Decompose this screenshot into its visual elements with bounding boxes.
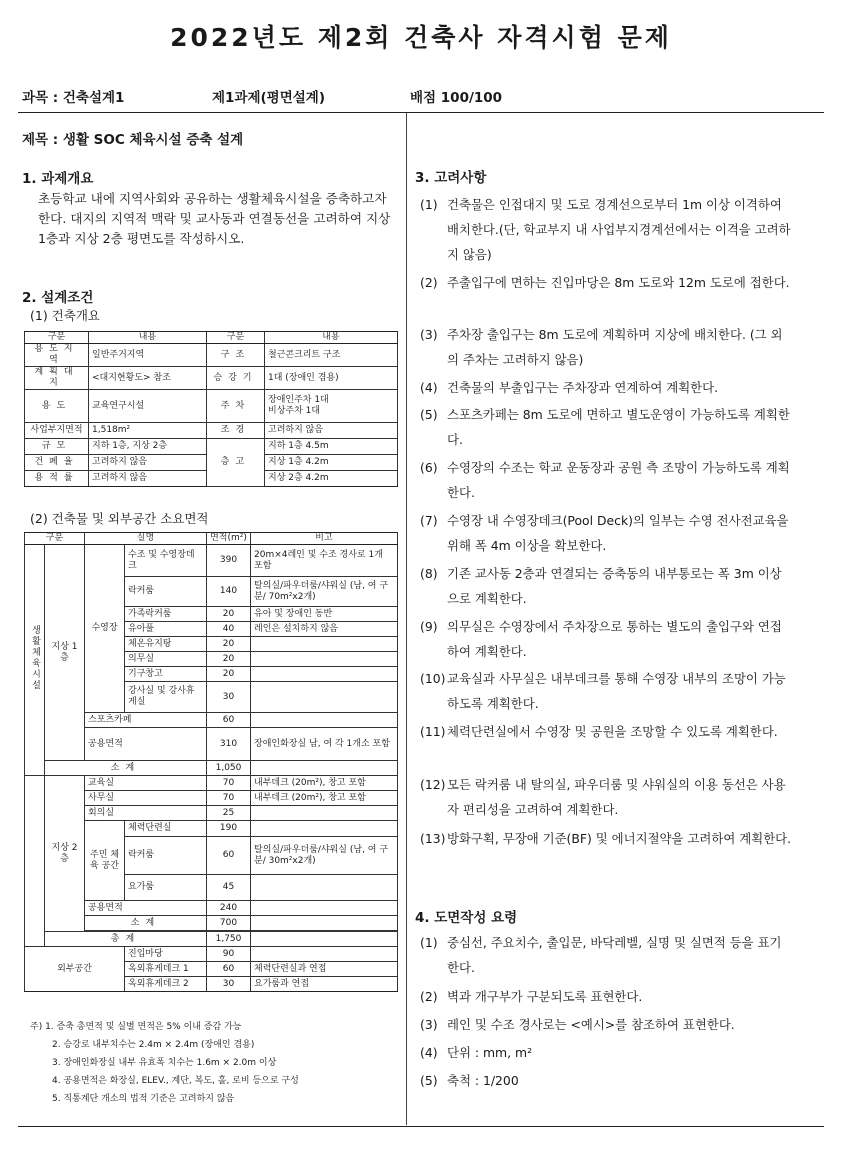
consideration-4	[420, 375, 792, 400]
consideration-1	[420, 192, 792, 267]
table-cell	[251, 806, 398, 821]
table-row	[25, 439, 398, 455]
item-text: 중심선, 주요치수, 출입문, 바닥레벨, 실명 및 실면적 등을 표기한다.	[447, 935, 782, 975]
floor-label: 지상 2층	[51, 842, 78, 864]
table-cell: 옥외휴게데크 2	[125, 977, 207, 992]
item-number: (3)	[420, 1017, 438, 1032]
group-label: 생활체육시설	[30, 625, 40, 691]
group-cell	[25, 545, 45, 776]
item-text: 수영장 내 수영장데크(Pool Deck)의 일부는 수영 전사전교육을 위해 폭 4m 이상을 확보한다.	[447, 513, 789, 553]
section-1-heading: 1. 과제개요	[22, 171, 94, 187]
table-row	[25, 423, 398, 439]
table-row	[25, 367, 398, 390]
table-cell: 소계	[45, 761, 207, 776]
drawing-rule-1	[420, 930, 792, 980]
subtotal-row	[25, 761, 398, 776]
table-cell: 층고	[207, 439, 265, 487]
consideration-10	[420, 666, 792, 716]
table-cell: 주차	[207, 390, 265, 423]
floor-cell	[45, 776, 85, 932]
consideration-8	[420, 561, 792, 611]
table-cell: 지상 2층 4.2m	[265, 471, 398, 487]
section-4-heading: 4. 도면작성 요령	[415, 910, 518, 926]
table-cell: 가족락커룸	[125, 607, 207, 622]
table-cell: 진입마당	[125, 947, 207, 962]
item-text: 기존 교사동 2층과 연결되는 증축동의 내부통로는 폭 3m 이상으로 계획한다.	[447, 566, 782, 606]
item-text: 주출입구에 면하는 진입마당은 8m 도로와 12m 도로에 접한다.	[447, 275, 790, 290]
item-number: (8)	[420, 566, 438, 581]
consideration-5	[420, 402, 792, 452]
section-1-body: 초등학교 내에 지역사회와 공유하는 생활체육시설을 증축하고자 한다. 대지의 지역적 맥락 및 교사동과 연결동선을 고려하여 지상 1층과 지상 2층 평면도를 작성하시오.	[38, 191, 391, 246]
item-text: 방화구획, 무장애 기준(BF) 및 에너지절약을 고려하여 계획한다.	[447, 831, 792, 846]
cell-line: 비상주차 1대	[268, 406, 321, 416]
item-number: (1)	[420, 197, 438, 212]
table-cell: 용적률	[25, 471, 89, 487]
table-cell: 탈의실/파우더룸/샤워실 (남, 여 구분/ 30m²x2개)	[251, 837, 398, 875]
table-cell: 총계	[45, 932, 207, 947]
consideration-13	[420, 826, 792, 851]
note-2: 2. 승강로 내부치수는 2.4m × 2.4m (장애인 겸용)	[52, 1040, 255, 1050]
drawing-rule-3	[420, 1012, 792, 1037]
item-text: 축척 : 1/200	[447, 1073, 519, 1088]
item-text: 교육실과 사무실은 내부데크를 통해 수영장 내부의 조망이 가능하도록 계획한다.	[447, 671, 786, 711]
table-cell: 내부데크 (20m²), 창고 포함	[251, 791, 398, 806]
table-cell: 1대 (장애인 겸용)	[265, 367, 398, 390]
table-cell: 교육실	[85, 776, 207, 791]
note-4: 4. 공용면적은 화장실, ELEV., 계단, 복도, 홀, 로비 등으로 구성	[52, 1076, 299, 1086]
item-number: (12)	[420, 777, 446, 792]
item-number: (6)	[420, 460, 438, 475]
item-number: (5)	[420, 1073, 438, 1088]
note-5: 5. 직통계단 개소의 법적 기준은 고려하지 않음	[52, 1094, 235, 1104]
table-row	[25, 947, 398, 962]
table-cell: 20	[207, 652, 251, 667]
item-number: (3)	[420, 327, 438, 342]
item-number: (11)	[420, 724, 446, 739]
table-cell: 옥외휴게데크 1	[125, 962, 207, 977]
table-cell: 조경	[207, 423, 265, 439]
item-text: 건축물의 부출입구는 주차장과 연계하여 계획한다.	[447, 380, 719, 395]
item-number: (1)	[420, 935, 438, 950]
item-text: 모든 락커룸 내 탈의실, 파우더룸 및 샤워실의 이용 동선은 사용자 편리성을 고려하여 계획한다.	[447, 777, 786, 817]
subsection-2-heading: (2) 건축물 및 외부공간 소요면적	[30, 511, 209, 526]
subject-label: 과목 : 건축설계1	[22, 90, 125, 106]
consideration-6	[420, 455, 792, 505]
table-cell: 장애인화장실 남, 여 각 1개소 포함	[251, 728, 398, 761]
table-cell	[251, 821, 398, 837]
table-cell: 탈의실/파우더룸/샤워실 (남, 여 구분/ 70m²x2개)	[251, 577, 398, 607]
item-number: (4)	[420, 1045, 438, 1060]
header-cell: 구분	[25, 533, 85, 545]
table-cell: 유아풀	[125, 622, 207, 637]
table-cell: 회의실	[85, 806, 207, 821]
table-cell: 고려하지 않음	[89, 455, 207, 471]
building-overview-table	[24, 331, 398, 487]
table-cell: 유아 및 장애인 동반	[251, 607, 398, 622]
table-cell	[251, 947, 398, 962]
item-text: 벽과 개구부가 구분되도록 표현한다.	[447, 989, 643, 1004]
note-3: 3. 장애인화장실 내부 유효폭 치수는 1.6m × 2.0m 이상	[52, 1058, 277, 1068]
item-text: 건축물은 인접대지 및 도로 경계선으로부터 1m 이상 이격하여 배치한다.(단, 학교부지 내 사업부지경계선에서는 이격을 고려하지 않음)	[447, 197, 791, 262]
consideration-12	[420, 772, 792, 822]
item-text: 수영장의 수조는 학교 운동장과 공원 측 조망이 가능하도록 계획한다.	[447, 460, 790, 500]
item-text: 의무실은 수영장에서 주차장으로 통하는 별도의 출입구와 연접하여 계획한다.	[447, 619, 782, 659]
table-cell: 의무실	[125, 652, 207, 667]
table-cell: 20	[207, 667, 251, 682]
table-cell: 40	[207, 622, 251, 637]
exam-title: 2022년도 제2회 건축사 자격시험 문제	[170, 23, 672, 52]
table-cell: 강사실 및 강사휴게실	[125, 682, 207, 713]
table-cell: 20	[207, 637, 251, 652]
table-cell: 규모	[25, 439, 89, 455]
table-cell: 계획대지	[25, 367, 89, 390]
item-text: 체력단련실에서 수영장 및 공원을 조망할 수 있도록 계획한다.	[447, 724, 778, 739]
item-number: (5)	[420, 407, 438, 422]
table-header-row	[25, 533, 398, 545]
table-cell: 90	[207, 947, 251, 962]
table-cell: 지상 1층 4.2m	[265, 455, 398, 471]
table-cell: 사무실	[85, 791, 207, 806]
group-cell-continued	[25, 776, 45, 947]
table-cell: 체온유지탕	[125, 637, 207, 652]
table-cell	[251, 932, 398, 947]
item-number: (9)	[420, 619, 438, 634]
table-cell	[251, 713, 398, 728]
table-row	[25, 344, 398, 367]
table-cell: 70	[207, 791, 251, 806]
item-number: (13)	[420, 831, 446, 846]
task-label: 제1과제(평면설계)	[212, 90, 326, 106]
table-row	[25, 390, 398, 423]
item-number: (4)	[420, 380, 438, 395]
category-cell: 수영장	[85, 545, 125, 713]
table-cell: 공용면적	[85, 728, 207, 761]
floor-label: 지상 1층	[51, 641, 78, 663]
table-cell	[265, 390, 398, 423]
cell-line: 장애인주차 1대	[268, 395, 329, 405]
item-number: (2)	[420, 989, 438, 1004]
table-cell: 60	[207, 837, 251, 875]
header-cell: 실명	[85, 533, 207, 545]
drawing-rule-2	[420, 984, 792, 1009]
table-row	[25, 776, 398, 791]
table-cell: 체력단련실	[125, 821, 207, 837]
table-cell: 소계	[85, 916, 207, 931]
table-cell: 700	[207, 916, 251, 931]
category-cell: 주민 체육 공간	[85, 821, 125, 901]
consideration-7	[420, 508, 792, 558]
consideration-9	[420, 614, 792, 664]
table-header-row	[25, 332, 398, 344]
note-1: 주) 1. 증축 총면적 및 실별 면적은 5% 이내 증감 가능	[30, 1022, 242, 1032]
table-cell: 1,518m²	[89, 423, 207, 439]
table-cell	[251, 875, 398, 901]
table-cell: 내부데크 (20m²), 창고 포함	[251, 776, 398, 791]
table-cell: 승강기	[207, 367, 265, 390]
item-text: 레인 및 수조 경사로는 <예시>를 참조하여 표현한다.	[447, 1017, 735, 1032]
header-cell: 비고	[251, 533, 398, 545]
table-cell: 20	[207, 607, 251, 622]
table-cell: 지하 1층 4.5m	[265, 439, 398, 455]
table-cell: 190	[207, 821, 251, 837]
table-row	[25, 545, 398, 577]
table-cell: 요가룸	[125, 875, 207, 901]
item-text: 주차장 출입구는 8m 도로에 계획하며 지상에 배치한다. (그 외의 주차는 고려하지 않음)	[447, 327, 783, 367]
table-cell: 구조	[207, 344, 265, 367]
table-cell: 390	[207, 545, 251, 577]
column-divider	[406, 113, 407, 1125]
table-cell: <대지현황도> 참조	[89, 367, 207, 390]
table-cell: 140	[207, 577, 251, 607]
table-cell: 락커룸	[125, 577, 207, 607]
table-cell: 1,050	[207, 761, 251, 776]
table-cell: 30	[207, 977, 251, 992]
table-cell: 락커룸	[125, 837, 207, 875]
score-label: 배점 100/100	[410, 90, 503, 106]
header-cell: 내용	[89, 332, 207, 344]
header-divider	[18, 112, 824, 113]
floor-cell	[45, 545, 85, 761]
table-cell: 310	[207, 728, 251, 761]
item-text: 스포츠카페는 8m 도로에 면하고 별도운영이 가능하도록 계획한다.	[447, 407, 790, 447]
table-cell: 철근콘크리트 구조	[265, 344, 398, 367]
required-area-table	[24, 532, 398, 992]
section-3-heading: 3. 고려사항	[415, 170, 487, 186]
table-cell: 사업부지면적	[25, 423, 89, 439]
table-cell: 25	[207, 806, 251, 821]
section-2-heading: 2. 설계조건	[22, 290, 94, 306]
table-cell	[251, 637, 398, 652]
table-cell: 20m×4레인 및 수조 경사로 1개 포함	[251, 545, 398, 577]
table-cell: 요가룸과 연접	[251, 977, 398, 992]
table-cell: 수조 및 수영장데크	[125, 545, 207, 577]
table-cell	[251, 916, 398, 931]
table-cell: 스포츠카페	[85, 713, 207, 728]
table-cell: 레인은 설치하지 않음	[251, 622, 398, 637]
header-cell: 면적(m²)	[207, 533, 251, 545]
table-cell: 용도	[25, 390, 89, 423]
consideration-11	[420, 719, 792, 744]
table-cell: 60	[207, 713, 251, 728]
table-cell	[251, 667, 398, 682]
drawing-rule-4	[420, 1040, 792, 1065]
table-cell: 지하 1층, 지상 2층	[89, 439, 207, 455]
header-cell: 내용	[265, 332, 398, 344]
table-cell: 일반주거지역	[89, 344, 207, 367]
item-text: 단위 : mm, m²	[447, 1045, 533, 1060]
table-cell: 45	[207, 875, 251, 901]
category-cell: 외부공간	[25, 947, 125, 992]
table-cell	[251, 652, 398, 667]
table-cell: 기구창고	[125, 667, 207, 682]
consideration-3	[420, 322, 792, 372]
table-cell	[251, 901, 398, 916]
header-cell: 구분	[25, 332, 89, 344]
topic-title: 제목 : 생활 SOC 체육시설 증축 설계	[22, 132, 244, 148]
table-cell: 고려하지 않음	[265, 423, 398, 439]
header-cell: 구분	[207, 332, 265, 344]
drawing-rule-5	[420, 1068, 792, 1093]
table-cell: 건폐율	[25, 455, 89, 471]
table-cell: 1,750	[207, 932, 251, 947]
table-cell: 60	[207, 962, 251, 977]
table-cell: 70	[207, 776, 251, 791]
total-row	[25, 932, 398, 947]
table-cell: 체력단련실과 연접	[251, 962, 398, 977]
table-cell: 240	[207, 901, 251, 916]
table-cell: 30	[207, 682, 251, 713]
table-cell: 공용면적	[85, 901, 207, 916]
table-cell	[251, 761, 398, 776]
table-cell: 용도지역	[25, 344, 89, 367]
table-cell: 교육연구시설	[89, 390, 207, 423]
consideration-2	[420, 270, 792, 295]
table-cell: 고려하지 않음	[89, 471, 207, 487]
item-number: (7)	[420, 513, 438, 528]
subsection-1-heading: (1) 건축개요	[30, 308, 100, 323]
item-number: (10)	[420, 671, 446, 686]
table-cell	[251, 682, 398, 713]
item-number: (2)	[420, 275, 438, 290]
footer-divider	[18, 1126, 824, 1127]
